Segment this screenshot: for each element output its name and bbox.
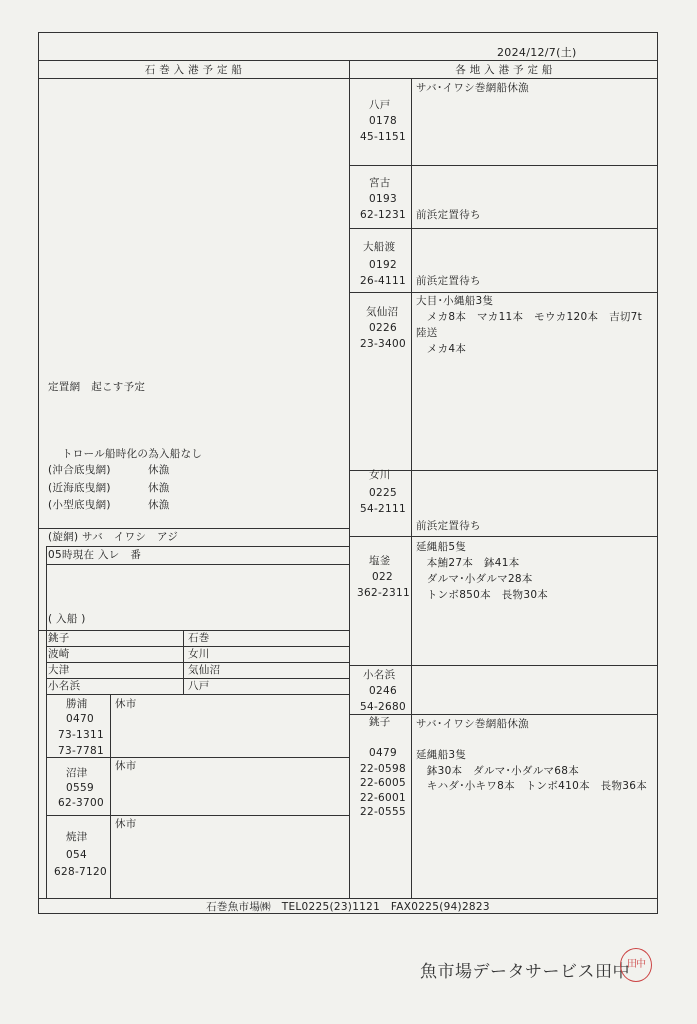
trawl-row-label: (沖合底曳網) bbox=[48, 464, 111, 476]
trawl-row-label: (小型底曳網) bbox=[48, 499, 111, 511]
divider bbox=[46, 757, 349, 758]
right-area: 0246 bbox=[369, 685, 397, 697]
right-notes: サバ･イワシ巻網船休漁 bbox=[416, 82, 529, 94]
right-name: 宮古 bbox=[369, 177, 391, 189]
port-cell: 八戸 bbox=[188, 680, 210, 692]
divider bbox=[46, 546, 47, 632]
left-header: 石 巻 入 港 予 定 船 bbox=[144, 64, 243, 76]
trawl-row-status: 休漁 bbox=[148, 499, 170, 511]
right-area: 0479 bbox=[369, 747, 397, 759]
right-phone: 22-0555 bbox=[360, 806, 406, 818]
right-area: 0225 bbox=[369, 487, 397, 499]
market-phone: 73-7781 bbox=[58, 745, 104, 757]
right-name: 銚子 bbox=[369, 716, 391, 728]
port-cell: 石巻 bbox=[188, 632, 210, 644]
right-area: 0193 bbox=[369, 193, 397, 205]
divider bbox=[411, 78, 412, 898]
divider bbox=[46, 694, 349, 695]
trawl-row-status: 休漁 bbox=[148, 464, 170, 476]
divider bbox=[38, 78, 658, 79]
port-cell: 小名浜 bbox=[48, 680, 81, 692]
right-name: 小名浜 bbox=[363, 669, 396, 681]
divider bbox=[110, 694, 111, 898]
divider bbox=[349, 470, 658, 471]
trawl-row-status: 休漁 bbox=[148, 482, 170, 494]
nyusen-label: ( 入船 ) bbox=[48, 613, 86, 625]
trawl-row-label: (近海底曳網) bbox=[48, 482, 111, 494]
divider bbox=[46, 546, 349, 547]
right-name: 気仙沼 bbox=[366, 306, 399, 318]
right-phone: 23-3400 bbox=[360, 338, 406, 350]
port-cell: 大津 bbox=[48, 664, 70, 676]
port-cell: 銚子 bbox=[48, 632, 70, 644]
date: 2024/12/7(土) bbox=[497, 46, 577, 59]
right-area: 0192 bbox=[369, 259, 397, 271]
right-notes: 延縄船5隻 本鮪27本 鉢41本 ダルマ･小ダルマ28本 トンボ850本 長物30本 bbox=[416, 541, 549, 601]
divider bbox=[349, 536, 658, 537]
teichi-note: 定置網 起こす予定 bbox=[48, 381, 146, 393]
right-name: 八戸 bbox=[369, 99, 391, 111]
divider bbox=[349, 714, 658, 715]
market-note: 休市 bbox=[115, 760, 137, 772]
footer-contact: 石巻魚市場㈱ TEL0225(23)1121 FAX0225(94)2823 bbox=[206, 901, 490, 913]
divider bbox=[46, 630, 47, 898]
divider bbox=[46, 564, 349, 565]
divider bbox=[38, 528, 349, 529]
market-name: 勝浦 bbox=[66, 698, 88, 710]
port-cell: 波崎 bbox=[48, 648, 70, 660]
market-note: 休市 bbox=[115, 818, 137, 830]
right-phone: 22-0598 bbox=[360, 763, 406, 775]
divider bbox=[46, 678, 349, 679]
trawl-note: トロール船時化の為入船なし bbox=[62, 448, 203, 460]
market-name: 沼津 bbox=[66, 767, 88, 779]
market-phone: 628-7120 bbox=[54, 866, 107, 878]
signature: 魚市場データサービス田中 bbox=[420, 962, 630, 982]
market-area: 0559 bbox=[66, 782, 94, 794]
right-phone: 45-1151 bbox=[360, 131, 406, 143]
column-divider bbox=[349, 60, 350, 898]
right-notes: 前浜定置待ち bbox=[416, 520, 481, 532]
divider bbox=[183, 630, 184, 694]
right-phone: 54-2111 bbox=[360, 503, 406, 515]
right-notes: 大目･小縄船3隻 メカ8本 マカ11本 モウカ120本 吉切7t 陸送 メカ4本 bbox=[416, 295, 643, 355]
market-note: 休市 bbox=[115, 698, 137, 710]
right-area: 0178 bbox=[369, 115, 397, 127]
senami-line: (旋網) サバ イワシ アジ bbox=[48, 531, 179, 543]
right-phone: 22-6001 bbox=[360, 792, 406, 804]
divider bbox=[46, 815, 349, 816]
right-area: 0226 bbox=[369, 322, 397, 334]
right-notes: 前浜定置待ち bbox=[416, 209, 481, 221]
divider bbox=[38, 630, 349, 631]
time-line: 05時現在 入レ 番 bbox=[48, 549, 142, 561]
right-phone: 26-4111 bbox=[360, 275, 406, 287]
right-phone: 54-2680 bbox=[360, 701, 406, 713]
right-notes: 前浜定置待ち bbox=[416, 275, 481, 287]
divider bbox=[38, 60, 658, 61]
market-name: 焼津 bbox=[66, 831, 88, 843]
right-phone: 62-1231 bbox=[360, 209, 406, 221]
divider bbox=[38, 898, 658, 899]
divider bbox=[46, 646, 349, 647]
right-area: 022 bbox=[372, 571, 393, 583]
right-name: 塩釜 bbox=[369, 555, 391, 567]
market-phone: 73-1311 bbox=[58, 729, 104, 741]
right-name: 大船渡 bbox=[363, 241, 396, 253]
port-cell: 気仙沼 bbox=[188, 664, 221, 676]
seal-stamp: 田中 bbox=[620, 948, 652, 982]
right-phone: 362-2311 bbox=[357, 587, 410, 599]
right-header: 各 地 入 港 予 定 船 bbox=[455, 64, 553, 76]
right-notes: サバ･イワシ巻網船休漁 延縄船3隻 鉢30本 ダルマ･小ダルマ68本 キハダ･小キワ8本 トンボ410本 長物36本 bbox=[416, 718, 648, 792]
port-cell: 女川 bbox=[188, 648, 210, 660]
market-phone: 62-3700 bbox=[58, 797, 104, 809]
divider bbox=[349, 665, 658, 666]
market-area: 054 bbox=[66, 849, 87, 861]
divider bbox=[349, 165, 658, 166]
divider bbox=[46, 662, 349, 663]
right-name: 女川 bbox=[369, 469, 391, 481]
market-area: 0470 bbox=[66, 713, 94, 725]
right-phone: 22-6005 bbox=[360, 777, 406, 789]
divider bbox=[349, 228, 658, 229]
